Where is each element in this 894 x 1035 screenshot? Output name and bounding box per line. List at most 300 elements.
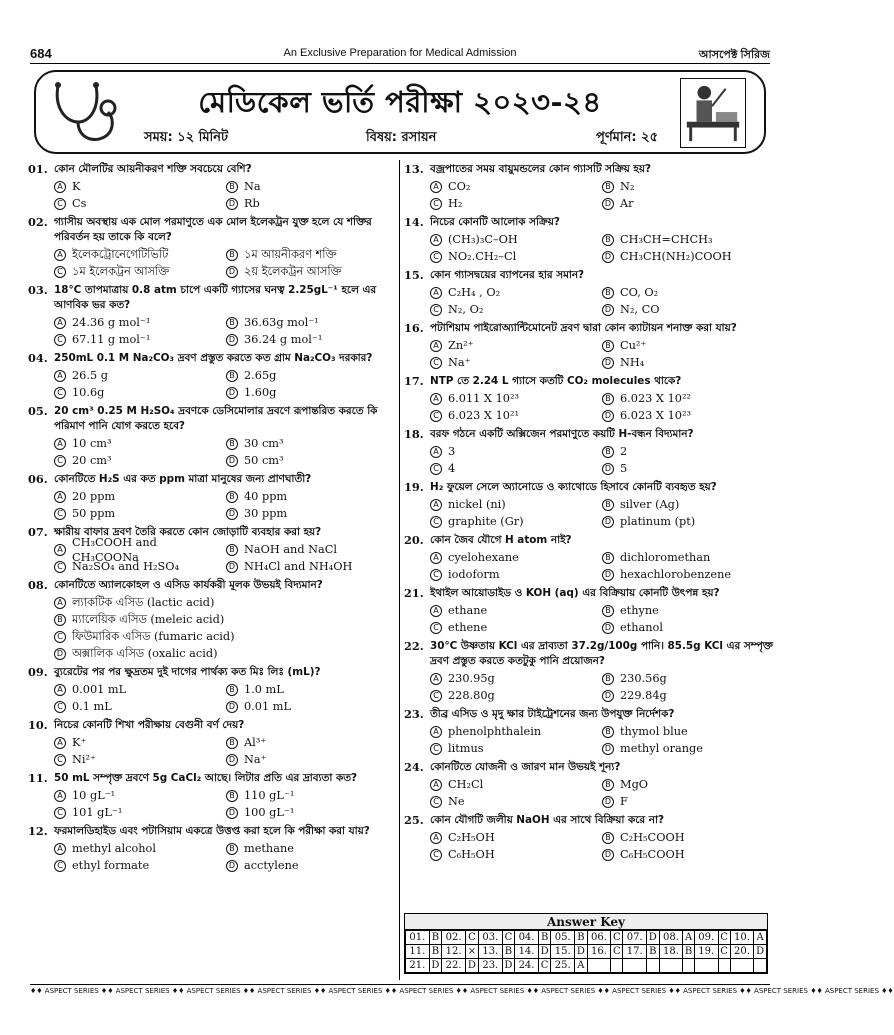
- option-letter-icon: B: [226, 843, 238, 855]
- answer-key-cell: A: [575, 959, 588, 973]
- question: [404, 707, 774, 757]
- option-text: ১ম ইলেকট্রন আসক্তি: [72, 265, 170, 278]
- option: [602, 670, 774, 687]
- answer-key-table: [405, 930, 767, 973]
- question-number: 10.: [28, 718, 48, 732]
- question: [404, 268, 774, 318]
- option: [226, 734, 398, 751]
- right-column: [404, 162, 774, 866]
- option-letter-icon: A: [430, 552, 442, 564]
- option-text: phenolphthalein: [448, 725, 542, 738]
- option: [602, 793, 774, 810]
- option-letter-icon: D: [602, 304, 614, 316]
- option-text: 36.63g mol⁻¹: [244, 316, 319, 329]
- option-letter-icon: A: [430, 605, 442, 617]
- option-text: ethane: [448, 604, 488, 617]
- answer-key-cell: D: [575, 945, 588, 959]
- question-text: [28, 665, 398, 680]
- option-letter-icon: C: [54, 701, 66, 713]
- question-text: [404, 215, 774, 230]
- option-letter-icon: D: [602, 463, 614, 475]
- option-letter-icon: A: [430, 673, 442, 685]
- option-text: (CH₃)₃C–OH: [448, 233, 518, 246]
- option-letter-icon: D: [602, 198, 614, 210]
- option-text: 0.1 mL: [72, 700, 112, 713]
- option-text: 26.5 g: [72, 369, 108, 382]
- question-stem: 250mL 0.1 M Na₂CO₃ দ্রবণ প্রস্তুত করতে কত গ্রাম Na₂CO₃ দরকার?: [54, 352, 373, 364]
- option-letter-icon: C: [430, 569, 442, 581]
- answer-key-cell: D: [754, 945, 767, 959]
- exam-subject: বিষয়: রসায়ন: [366, 130, 437, 145]
- option-text: ethene: [448, 621, 488, 634]
- answer-key-cell: 11.: [406, 945, 430, 959]
- option: [226, 840, 398, 857]
- option-letter-icon: B: [226, 544, 238, 556]
- option: [54, 367, 226, 384]
- answer-key-cell: B: [575, 931, 588, 945]
- option-letter-icon: B: [226, 790, 238, 802]
- option: [430, 723, 602, 740]
- option-letter-icon: D: [602, 251, 614, 263]
- question-text: [28, 824, 398, 839]
- option-text: N₂, O₂: [448, 303, 484, 316]
- option-text: 6.023 X 10²³: [620, 409, 691, 422]
- option-text: hexachlorobenzene: [620, 568, 732, 581]
- question-number: 15.: [404, 268, 424, 282]
- question-number: 12.: [28, 824, 48, 838]
- question-number: 19.: [404, 480, 424, 494]
- answer-key-cell: B: [647, 945, 660, 959]
- option-text: 10 cm³: [72, 437, 112, 450]
- option: [430, 248, 602, 265]
- answer-key-cell: B: [538, 931, 551, 945]
- option-letter-icon: A: [430, 726, 442, 738]
- exam-marks: পূর্ণমান: ২৫: [596, 130, 659, 145]
- option-letter-icon: D: [602, 569, 614, 581]
- option-letter-icon: D: [226, 754, 238, 766]
- option-letter-icon: A: [54, 597, 66, 609]
- option-text: C₂H₅OH: [448, 831, 495, 844]
- option: [430, 195, 602, 212]
- question-number: 05.: [28, 404, 48, 418]
- question-number: 14.: [404, 215, 424, 229]
- answer-key-cell: C: [611, 931, 623, 945]
- option: [54, 787, 226, 804]
- question-stem: তীব্র এসিড ও মৃদু ক্ষার টাইট্রেশনের জন্য উপযুক্ত নির্দেশক?: [430, 708, 675, 720]
- answer-key-cell: 04.: [515, 931, 539, 945]
- question-number: 21.: [404, 586, 424, 600]
- option-letter-icon: A: [430, 234, 442, 246]
- question: [404, 162, 774, 212]
- option-letter-icon: B: [602, 605, 614, 617]
- options: [404, 776, 774, 810]
- option: [54, 505, 226, 522]
- option-text: 6.023 X 10²²: [620, 392, 691, 405]
- question-text: [404, 639, 774, 669]
- exam-title: মেডিকেল ভর্তি পরীক্ষা ২০২৩-২৪: [198, 85, 602, 119]
- answer-key-cell: 18.: [659, 945, 683, 959]
- answer-key-cell: 06.: [587, 931, 611, 945]
- options: [28, 734, 398, 768]
- option: [602, 178, 774, 195]
- option-letter-icon: C: [54, 455, 66, 467]
- answer-key-cell: 01.: [406, 931, 430, 945]
- question-number: 18.: [404, 427, 424, 441]
- option-text: Al³⁺: [244, 736, 267, 749]
- option: [602, 496, 774, 513]
- option-text: 30 ppm: [244, 507, 288, 520]
- option-letter-icon: A: [54, 317, 66, 329]
- option-letter-icon: C: [430, 251, 442, 263]
- option: [430, 443, 602, 460]
- option-letter-icon: C: [54, 631, 66, 643]
- options: [404, 670, 774, 704]
- option-text: methane: [244, 842, 294, 855]
- option-text: N₂, CO: [620, 303, 660, 316]
- option-letter-icon: B: [226, 438, 238, 450]
- question-text: [404, 707, 774, 722]
- option-letter-icon: D: [602, 357, 614, 369]
- option-text: litmus: [448, 742, 484, 755]
- question: [28, 404, 398, 469]
- question: [404, 813, 774, 863]
- option-letter-icon: B: [602, 234, 614, 246]
- question-stem: ইথাইল আয়োডাইড ও KOH (aq) এর বিক্রিয়ায় কোনটি উৎপন্ন হয়?: [430, 587, 720, 599]
- option-text: 50 cm³: [244, 454, 284, 467]
- option: [54, 751, 226, 768]
- answer-key-cell: 02.: [442, 931, 466, 945]
- option-letter-icon: A: [54, 438, 66, 450]
- option-text: 230.56g: [620, 672, 667, 685]
- option-text: methyl orange: [620, 742, 703, 755]
- option-letter-icon: D: [54, 648, 66, 660]
- options: [404, 390, 774, 424]
- option: [602, 231, 774, 248]
- option-text: Ar: [620, 197, 634, 210]
- option-letter-icon: C: [430, 410, 442, 422]
- question-stem: নিচের কোনটি শিখা পরীক্ষায় বেগুনী বর্ণ দেয়?: [54, 719, 245, 731]
- option: [226, 558, 398, 575]
- options: [404, 337, 774, 371]
- option-letter-icon: B: [602, 446, 614, 458]
- option-text: CH₃COOH and CH₃COONa: [72, 535, 157, 564]
- question-number: 01.: [28, 162, 48, 176]
- answer-key-cell: [683, 959, 695, 973]
- answer-key-cell: 25.: [551, 959, 575, 973]
- answer-key-cell: 20.: [730, 945, 754, 959]
- question: [28, 718, 398, 768]
- question-text: [404, 480, 774, 495]
- answer-key-cell: C: [465, 931, 478, 945]
- answer-key-cell: B: [429, 945, 442, 959]
- option-text: 5: [620, 462, 628, 475]
- question-text: [404, 586, 774, 601]
- option: [54, 195, 226, 212]
- options: [404, 549, 774, 583]
- option: [226, 263, 398, 280]
- option: [430, 846, 602, 863]
- option-letter-icon: B: [602, 340, 614, 352]
- option: [602, 723, 774, 740]
- option-letter-icon: C: [54, 266, 66, 278]
- option-text: 1.0 mL: [244, 683, 284, 696]
- option: [430, 178, 602, 195]
- question: [28, 472, 398, 522]
- option: [226, 331, 398, 348]
- answer-key-cell: C: [718, 945, 730, 959]
- option-letter-icon: D: [226, 266, 238, 278]
- option-text: 6.011 X 10²³: [448, 392, 519, 405]
- option-letter-icon: B: [602, 552, 614, 564]
- question-stem: কোন গ্যাসদ্বয়ের ব্যাপনের হার সমান?: [430, 269, 585, 281]
- option: [54, 611, 398, 628]
- question-text: [28, 718, 398, 733]
- option: [54, 246, 226, 263]
- option: [602, 460, 774, 477]
- option: [54, 804, 226, 821]
- option-letter-icon: B: [54, 614, 66, 626]
- answer-key-cell: D: [429, 959, 442, 973]
- option-letter-icon: C: [54, 561, 66, 573]
- option-letter-icon: B: [602, 393, 614, 405]
- question-stem: 20 cm³ 0.25 M H₂SO₄ দ্রবণকে ডেসিমোলার দ্রবণে রূপান্তরিত করতে কি পরিমাণ পানি যোগ করতে হবে?: [54, 405, 378, 432]
- question-stem: কোনটিতে অ্যালকোহল ও এসিড কার্যকরী মূলক উভয়ই বিদ্যমান?: [54, 579, 323, 591]
- option-text: 2: [620, 445, 628, 458]
- option: [54, 698, 226, 715]
- option-letter-icon: A: [430, 446, 442, 458]
- option-letter-icon: B: [226, 249, 238, 261]
- question-text: [28, 351, 398, 366]
- page-header: [30, 46, 770, 64]
- option-letter-icon: D: [602, 690, 614, 702]
- answer-key-cell: 15.: [551, 945, 575, 959]
- option-text: 40 ppm: [244, 490, 288, 503]
- option-text: N₂: [620, 180, 635, 193]
- option: [430, 354, 602, 371]
- question-text: [28, 472, 398, 487]
- option-text: 36.24 g mol⁻¹: [244, 333, 323, 346]
- option: [54, 594, 398, 611]
- option-letter-icon: C: [430, 622, 442, 634]
- options: [404, 178, 774, 212]
- option: [602, 776, 774, 793]
- option-text: 50 ppm: [72, 507, 116, 520]
- answer-key-cell: [754, 959, 767, 973]
- option-letter-icon: D: [602, 849, 614, 861]
- option-text: 228.80g: [448, 689, 495, 702]
- answer-key-cell: C: [538, 959, 551, 973]
- option: [54, 331, 226, 348]
- answer-key-cell: [623, 959, 647, 973]
- answer-key-cell: 09.: [694, 931, 718, 945]
- question-number: 08.: [28, 578, 48, 592]
- question-stem: নিচের কোনটি আলোক সক্রিয়?: [430, 216, 560, 228]
- option-text: CH₃CH=CHCH₃: [620, 233, 713, 246]
- question-number: 22.: [404, 639, 424, 653]
- option-letter-icon: A: [430, 832, 442, 844]
- option-text: Zn²⁺: [448, 339, 474, 352]
- option-text: Cu²⁺: [620, 339, 647, 352]
- option: [54, 263, 226, 280]
- question-text: [404, 374, 774, 389]
- options: [404, 829, 774, 863]
- option: [430, 776, 602, 793]
- option-text: methyl alcohol: [72, 842, 156, 855]
- option: [54, 178, 226, 195]
- question-number: 11.: [28, 771, 48, 785]
- option: [226, 384, 398, 401]
- question-number: 23.: [404, 707, 424, 721]
- question-stem: কোনটিতে H₂S এর কত ppm মাত্রা মানুষের জন্য প্রাণঘাতী?: [54, 473, 312, 485]
- answer-key-cell: D: [502, 959, 515, 973]
- option-text: অক্সালিক এসিড (oxalic acid): [72, 647, 218, 660]
- answer-key-cell: A: [683, 931, 695, 945]
- option-text: ইলেকট্রোনেগেটিভিটি: [72, 248, 169, 261]
- options: [404, 723, 774, 757]
- answer-key-cell: 17.: [623, 945, 647, 959]
- option-letter-icon: A: [54, 843, 66, 855]
- question-stem: গ্যাসীয় অবস্থায় এক মোল পরমাণুতে এক মোল ইলেকট্রন যুক্ত হলে যে শক্তির পরিবর্তন হয় তাকে কি বলে?: [54, 216, 372, 243]
- option-text: CO, O₂: [620, 286, 659, 299]
- option-text: F: [620, 795, 628, 808]
- column-divider: [399, 160, 400, 980]
- option: [226, 751, 398, 768]
- option-letter-icon: B: [602, 726, 614, 738]
- option-letter-icon: A: [430, 181, 442, 193]
- option-text: 101 gL⁻¹: [72, 806, 123, 819]
- options: [404, 231, 774, 265]
- options: [28, 840, 398, 874]
- option-letter-icon: C: [430, 357, 442, 369]
- option-letter-icon: D: [226, 198, 238, 210]
- option: [430, 460, 602, 477]
- answer-key-cell: 24.: [515, 959, 539, 973]
- option: [602, 443, 774, 460]
- option: [54, 384, 226, 401]
- option-text: iodoform: [448, 568, 500, 581]
- option-text: platinum (pt): [620, 515, 696, 528]
- option-letter-icon: B: [602, 287, 614, 299]
- option-text: Rb: [244, 197, 260, 210]
- option-letter-icon: D: [226, 387, 238, 399]
- option-letter-icon: C: [54, 807, 66, 819]
- option-letter-icon: C: [430, 690, 442, 702]
- question: [28, 578, 398, 662]
- question: [28, 525, 398, 575]
- answer-key-cell: 10.: [730, 931, 754, 945]
- option: [54, 314, 226, 331]
- option: [54, 435, 226, 452]
- option: [226, 195, 398, 212]
- question: [404, 639, 774, 704]
- question: [28, 162, 398, 212]
- option: [602, 740, 774, 757]
- question-text: [404, 268, 774, 283]
- question: [404, 321, 774, 371]
- answer-key-cell: D: [465, 959, 478, 973]
- option: [54, 645, 398, 662]
- answer-key-cell: 05.: [551, 931, 575, 945]
- option-letter-icon: D: [226, 701, 238, 713]
- answer-key-cell: 12.: [442, 945, 466, 959]
- option: [602, 407, 774, 424]
- option: [430, 566, 602, 583]
- option-letter-icon: C: [54, 860, 66, 872]
- option: [430, 337, 602, 354]
- option-text: nickel (ni): [448, 498, 506, 511]
- option-text: 30 cm³: [244, 437, 284, 450]
- options: [28, 594, 398, 662]
- question: [404, 760, 774, 810]
- question-text: [28, 162, 398, 177]
- question: [28, 215, 398, 280]
- answer-key-cell: [647, 959, 660, 973]
- options: [404, 602, 774, 636]
- option-letter-icon: C: [430, 463, 442, 475]
- option: [602, 566, 774, 583]
- option-text: 67.11 g mol⁻¹: [72, 333, 151, 346]
- answer-key-row: [406, 959, 767, 973]
- option: [54, 558, 226, 575]
- question-number: 17.: [404, 374, 424, 388]
- option: [430, 301, 602, 318]
- option-letter-icon: C: [430, 304, 442, 316]
- option: [226, 681, 398, 698]
- option-letter-icon: C: [430, 516, 442, 528]
- question: [404, 374, 774, 424]
- option-letter-icon: C: [430, 198, 442, 210]
- question-number: 20.: [404, 533, 424, 547]
- option: [602, 248, 774, 265]
- option-text: C₂H₅COOH: [620, 831, 685, 844]
- option: [54, 840, 226, 857]
- question: [404, 533, 774, 583]
- option-letter-icon: D: [602, 410, 614, 422]
- option: [430, 687, 602, 704]
- option: [54, 734, 226, 751]
- question: [28, 351, 398, 401]
- options: [28, 787, 398, 821]
- option: [430, 829, 602, 846]
- option-text: CO₂: [448, 180, 471, 193]
- option-text: 100 gL⁻¹: [244, 806, 295, 819]
- option: [602, 354, 774, 371]
- answer-key-cell: 13.: [478, 945, 502, 959]
- option-text: K: [72, 180, 81, 193]
- option-text: silver (Ag): [620, 498, 680, 511]
- option: [602, 337, 774, 354]
- option-text: 0.01 mL: [244, 700, 291, 713]
- answer-key-cell: ×: [465, 945, 478, 959]
- option: [226, 488, 398, 505]
- answer-key-cell: [730, 959, 754, 973]
- option: [602, 687, 774, 704]
- question-stem: 30°C উষ্ণতায় KCl এর দ্রাব্যতা 37.2g/100g পানি। 85.5g KCl এর সম্পৃক্ত দ্রবণ প্রস্তুত করতে কতটুকু পানি প্রয়োজন?: [430, 640, 773, 667]
- question-stem: NTP তে 2.24 L গ্যাসে কতটি CO₂ molecules থাকে?: [430, 375, 682, 387]
- option-letter-icon: D: [226, 807, 238, 819]
- option-text: Na⁺: [448, 356, 471, 369]
- option-text: K⁺: [72, 736, 87, 749]
- answer-key: [404, 913, 768, 974]
- answer-key-cell: 08.: [659, 931, 683, 945]
- question: [404, 586, 774, 636]
- option-text: Na₂SO₄ and H₂SO₄: [72, 560, 180, 573]
- option: [226, 541, 398, 558]
- option-letter-icon: C: [54, 508, 66, 520]
- question-stem: পটাশিয়াম পাইরোঅ্যান্টিমোনেট দ্রবণ দ্বারা কোন ক্যাটায়ন শনাক্ত করা যায়?: [430, 322, 737, 334]
- option-letter-icon: C: [430, 849, 442, 861]
- question-stem: বরফ গঠনে একটি অক্সিজেন পরমাণুতে কয়টি H-বন্ধন বিদ্যমান?: [430, 428, 694, 440]
